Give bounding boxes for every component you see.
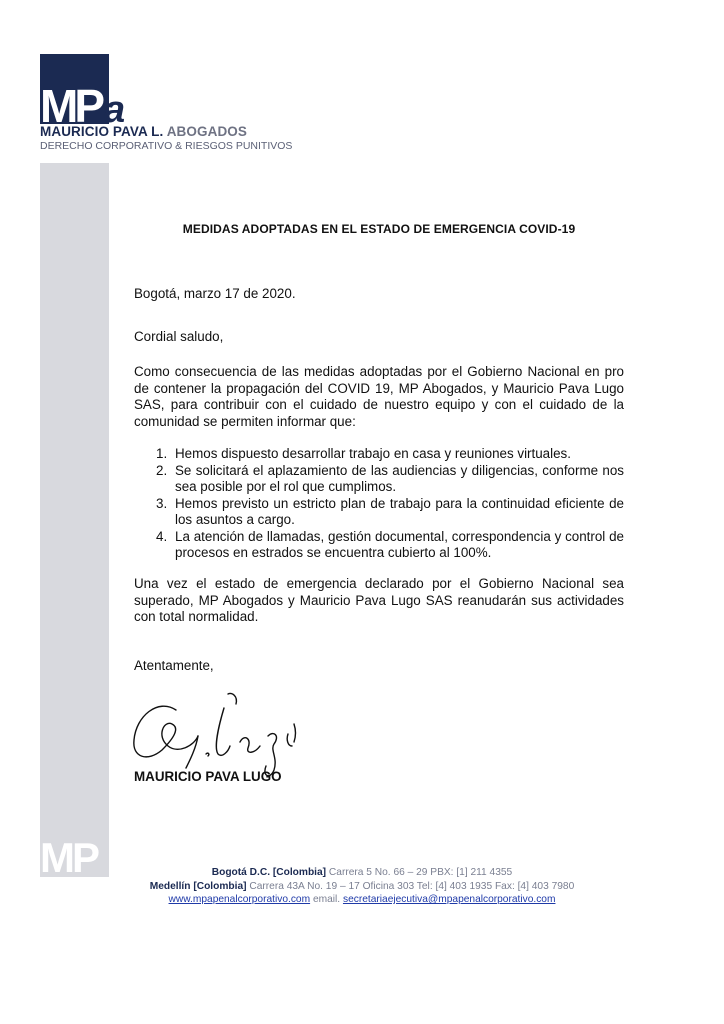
letter-closing: Atentamente, bbox=[134, 658, 214, 673]
signer-name: MAURICIO PAVA LUGO bbox=[134, 769, 282, 784]
side-band bbox=[40, 163, 109, 881]
footer-bogota-line bbox=[0, 866, 724, 880]
letter-title: MEDIDAS ADOPTADAS EN EL ESTADO DE EMERGENCIA COVID-19 bbox=[182, 222, 576, 236]
list-item-number: 1. bbox=[156, 446, 168, 461]
logo-letters: MP bbox=[40, 80, 101, 132]
measures-list bbox=[134, 446, 624, 562]
website-link[interactable]: www.mpapenalcorporativo.com bbox=[168, 894, 311, 905]
list-item-text: Hemos dispuesto desarrollar trabajo en casa y reuniones virtuales. bbox=[175, 446, 571, 461]
list-item-number: 3. bbox=[156, 495, 168, 511]
list-item-number: 4. bbox=[156, 528, 168, 544]
watermark-logo: MP bbox=[40, 834, 97, 881]
list-item bbox=[134, 463, 624, 496]
firm-name-secondary: ABOGADOS bbox=[166, 124, 248, 139]
list-item-text: Hemos previsto un estricto plan de trabajo para la continuidad eficiente de los asuntos a cargo. bbox=[175, 495, 624, 527]
letter-greeting: Cordial saludo, bbox=[134, 329, 224, 344]
letter-paragraph-1: Como consecuencia de las medidas adoptadas por el Gobierno Nacional en pro de contener la propagación del COVID 19, MP Abogados, y Mauricio Pava Lugo SAS, para contribuir con el cuidado de nuestro equipo y con el cuidado de la comunidad se permiten informar que: bbox=[134, 364, 624, 429]
firm-name-primary: MAURICIO PAVA L. bbox=[40, 124, 164, 139]
footer-bogota-address: Carrera 5 No. 66 – 29 PBX: [1] 211 4355 bbox=[328, 867, 513, 878]
list-item-number: 2. bbox=[156, 462, 168, 478]
logo-accent-letter: a bbox=[104, 89, 126, 131]
footer-medellin-line bbox=[0, 880, 724, 894]
footer-contact-line bbox=[0, 893, 724, 907]
list-item-text: Se solicitará el aplazamiento de las audiencias y diligencias, conforme nos sea posible por el rol que cumplimos. bbox=[175, 462, 624, 494]
email-label: email. bbox=[312, 894, 341, 905]
footer bbox=[0, 866, 724, 907]
list-item bbox=[134, 446, 624, 463]
footer-medellin-city: Medellín [Colombia] bbox=[149, 880, 247, 892]
footer-medellin-address: Carrera 43A No. 19 – 17 Oficina 303 Tel: [4] 403 1935 Fax: [4] 403 7980 bbox=[249, 880, 575, 892]
list-item-text: La atención de llamadas, gestión documental, correspondencia y control de procesos en estrados se encuentra cubierto al 100%. bbox=[175, 528, 624, 560]
letter-paragraph-2: Una vez el estado de emergencia declarado por el Gobierno Nacional sea superado, MP Abogados y Mauricio Pava Lugo SAS reanudarán sus actividades con total normalidad. bbox=[134, 576, 624, 624]
list-item bbox=[134, 529, 624, 562]
footer-bogota-city: Bogotá D.C. [Colombia] bbox=[211, 867, 327, 878]
letter-date: Bogotá, marzo 17 de 2020. bbox=[134, 286, 296, 301]
firm-tagline: DERECHO CORPORATIVO & RIESGOS PUNITIVOS bbox=[40, 140, 293, 152]
list-item bbox=[134, 496, 624, 529]
email-link[interactable]: secretariaejecutiva@mpapenalcorporativo.com bbox=[342, 894, 556, 905]
firm-name bbox=[40, 124, 247, 139]
